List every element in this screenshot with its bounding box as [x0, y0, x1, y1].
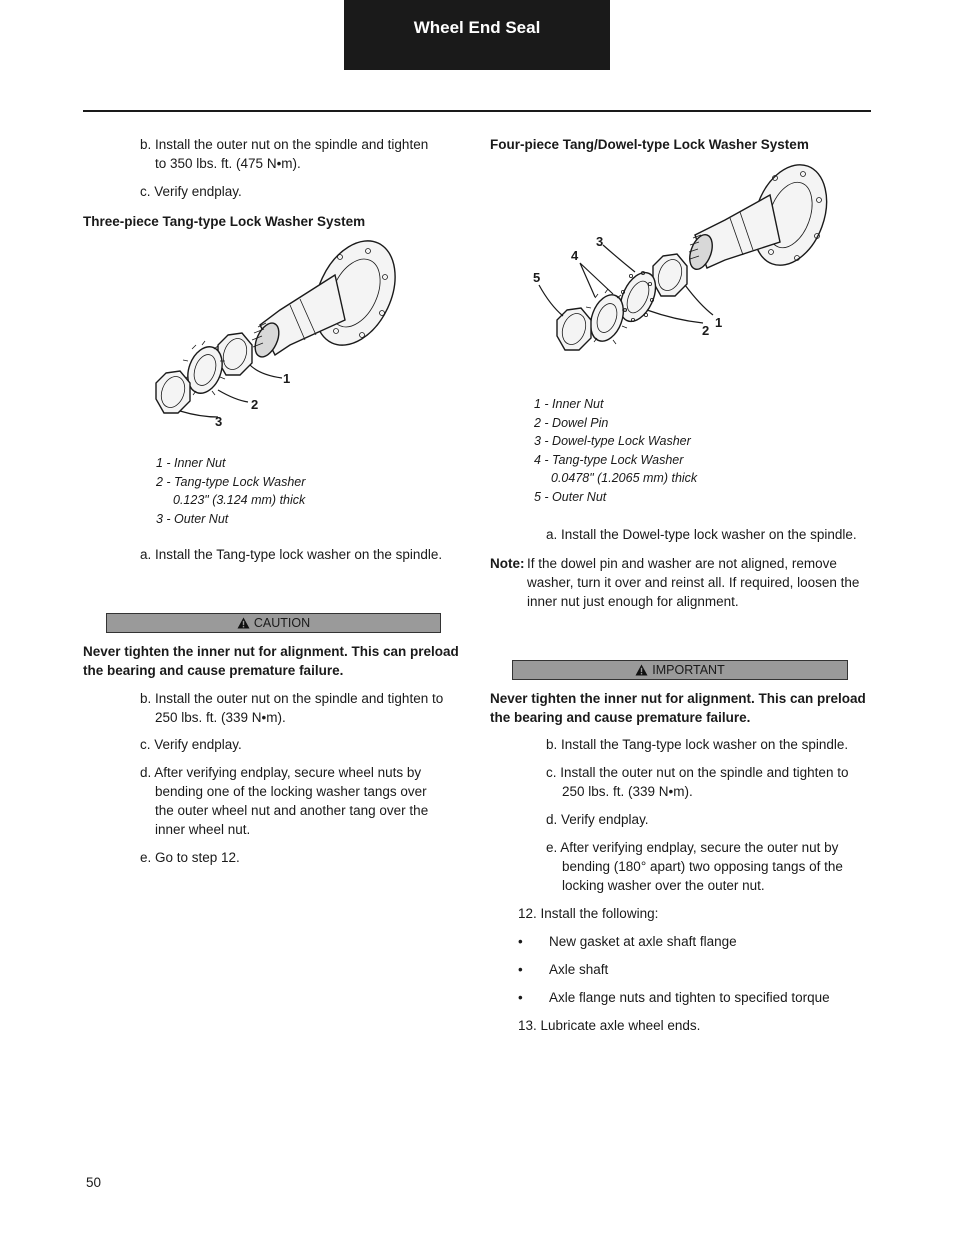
four-piece-lockwasher-figure — [525, 160, 835, 360]
step-13: 13. Lubricate axle wheel ends. — [518, 1018, 701, 1033]
inner-nut-illustration-right — [653, 254, 687, 296]
left-step-b1: b. Install the outer nut on the spindle and tighten to 350 lbs. ft. (475 N•m). — [140, 137, 429, 171]
callout-2: 2 — [251, 397, 259, 412]
header-rule — [83, 110, 871, 112]
right-step-e: e. After verifying endplay, secure the outer nut by bending (180° apart) two opposing tangs of the locking washer over the outer nut. — [546, 840, 843, 893]
callout-1-right: 1 — [715, 315, 723, 330]
outer-nut-illustration — [156, 371, 190, 413]
warning-triangle-icon — [635, 664, 648, 676]
warning-triangle-icon — [237, 617, 250, 629]
callout-5-right: 5 — [533, 270, 541, 285]
left-step-e: e. Go to step 12. — [140, 850, 240, 865]
caution-label: CAUTION — [253, 615, 311, 630]
note-label: Note: — [490, 556, 525, 571]
header-tab — [344, 0, 610, 70]
step-12: 12. Install the following: — [518, 906, 659, 921]
left-step-c1: c. Verify endplay. — [140, 184, 242, 199]
page-number: 50 — [86, 1175, 102, 1190]
note-block: Note: If the dowel pin and washer are not aligned, remove washer, turn it over and reinst all. If required, loosen the inner nut just enough for alignment. — [490, 556, 860, 609]
bullet-dot: • — [518, 990, 523, 1005]
bullet-dot: • — [518, 934, 523, 949]
bullet-dot: • — [518, 962, 523, 977]
important-text: Never tighten the inner nut for alignment. This can preload the bearing and cause premature failure. — [490, 691, 866, 725]
right-step-d: d. Verify endplay. — [546, 812, 649, 827]
three-piece-lockwasher-figure — [140, 235, 410, 435]
inner-nut-illustration — [218, 333, 252, 375]
bullet-item: • Axle flange nuts and tighten to specified torque — [518, 990, 830, 1005]
left-step-c2: c. Verify endplay. — [140, 737, 242, 752]
callout-1: 1 — [283, 371, 291, 386]
important-label: IMPORTANT — [652, 662, 725, 677]
callout-3-right: 3 — [596, 234, 604, 249]
callout-3: 3 — [215, 414, 223, 429]
left-figure-legend: 1 - Inner Nut 2 - Tang-type Lock Washer 0.123" (3.124 mm) thick 3 - Outer Nut — [156, 456, 306, 526]
spindle-illustration-right — [685, 160, 835, 275]
callout-4-right: 4 — [571, 248, 579, 263]
right-step-a: a. Install the Dowel-type lock washer on the spindle. — [546, 527, 857, 542]
left-step-b2: b. Install the outer nut on the spindle and tighten to 250 lbs. ft. (339 N•m). — [140, 691, 444, 725]
right-figure-legend: 1 - Inner Nut 2 - Dowel Pin 3 - Dowel-type Lock Washer 4 - Tang-type Lock Washer 0.0478" (1.2065 mm) thick 5 - Outer Nut — [534, 397, 698, 504]
left-step-d: d. After verifying endplay, secure wheel nuts by bending one of the locking washer tangs over the outer wheel nut and another tang over the inner wheel nut. — [140, 765, 429, 837]
page-title: Wheel End Seal — [413, 18, 541, 37]
right-step-b: b. Install the Tang-type lock washer on the spindle. — [546, 737, 849, 752]
bullet-item: • New gasket at axle shaft flange — [518, 934, 737, 949]
right-section-title: Four-piece Tang/Dowel-type Lock Washer System — [490, 137, 809, 152]
spindle-illustration — [250, 235, 410, 361]
bullet-item: • Axle shaft — [518, 962, 609, 977]
important-banner — [512, 660, 848, 680]
outer-nut-illustration-right — [557, 308, 591, 350]
caution-text: Never tighten the inner nut for alignment. This can preload the bearing and cause premature failure. — [83, 644, 459, 678]
callout-2-right: 2 — [702, 323, 710, 338]
left-step-a: a. Install the Tang-type lock washer on the spindle. — [140, 547, 443, 562]
left-section-title: Three-piece Tang-type Lock Washer System — [83, 214, 366, 229]
right-step-c: c. Install the outer nut on the spindle and tighten to 250 lbs. ft. (339 N•m). — [546, 765, 849, 799]
caution-banner — [106, 613, 441, 633]
